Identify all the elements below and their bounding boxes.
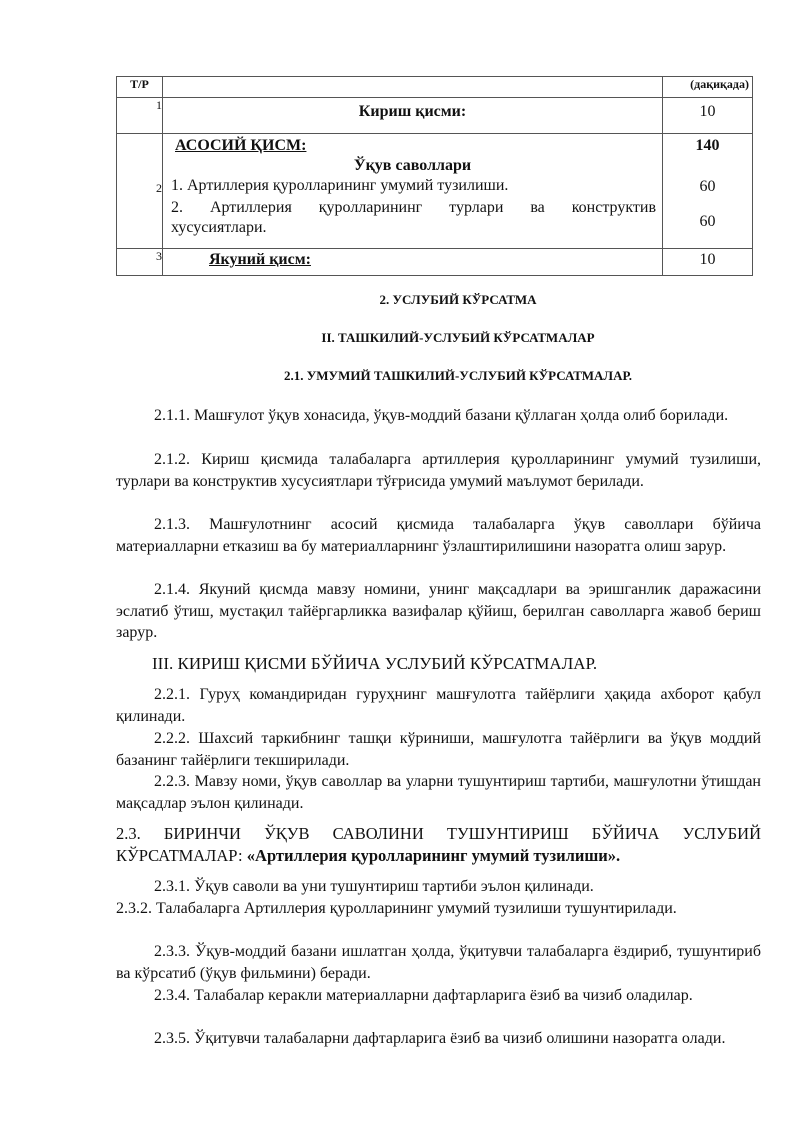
col-minutes-header: (дақиқада) xyxy=(663,77,753,98)
row-number: 1 xyxy=(117,98,163,134)
paragraph-2-2-1 xyxy=(116,684,761,727)
question-2-line-2: хусусиятлари. xyxy=(171,219,267,236)
paragraph-text: 2.1.2. Кириш қисмида талабаларга артиллерия қуролларининг умумий тузилиши, турлари ва конструктив хусусиятлари тўғрисида умумий маълумот берилади. xyxy=(116,451,761,490)
row-title: Кириш қисми: xyxy=(163,98,663,134)
questions-subtitle: Ўқув саволлари xyxy=(353,157,472,174)
paragraph-2-3-3 xyxy=(116,941,761,984)
main-part-title: АСОСИЙ ҚИСМ: xyxy=(175,137,307,154)
table-row xyxy=(117,98,753,134)
paragraph-text: 2.2.1. Гуруҳ командиридан гуруҳнинг машғулотга тайёрлиги ҳақида ахборот қабул қилинади. xyxy=(116,686,761,725)
row-number-text: 2 xyxy=(156,181,162,195)
lesson-plan-table xyxy=(116,76,753,276)
paragraph-2-3-1 xyxy=(116,876,761,898)
paragraph-text: 2.3.4. Талабалар керакли материалларни дафтарларига ёзиб ва чизиб оладилар. xyxy=(154,987,693,1004)
paragraph-2-1-1 xyxy=(116,405,761,427)
paragraph-2-2-3 xyxy=(116,771,761,814)
col-number-header: Т/Р xyxy=(117,77,163,98)
row-minutes-cell xyxy=(663,134,753,249)
paragraph-2-2-2 xyxy=(116,728,761,771)
question-1: 1. Артиллерия қуролларининг умумий тузилиши. xyxy=(171,177,509,194)
row-number xyxy=(117,134,163,249)
paragraph-text: 2.1.3. Машғулотнинг асосий қисмида талабаларга ўқув саволлари бўйича материалларни етказиш ва бу материалларнинг ўзлаштирилишини назоратга олиш зарур. xyxy=(116,516,761,555)
main-part-minutes: 140 xyxy=(695,137,720,154)
question-2-minutes: 60 xyxy=(699,213,716,230)
row-minutes: 10 xyxy=(663,98,753,134)
paragraph-text: 2.3.2. Талабаларга Артиллерия қуролларининг умумий тузилиши тушунтирилади. xyxy=(116,900,677,917)
paragraph-text: 2.1.4. Якуний қисмда мавзу номини, унинг мақсадлари ва эришганлик даражасини эслатиб ўтиш, мустақил тайёргарликка вазифалар қўйиш, берилган саволларга жавоб бериш зарур. xyxy=(116,581,761,641)
paragraph-2-3-5 xyxy=(116,1028,761,1050)
paragraph-text: 2.1.1. Машғулот ўқув хонасида, ўқув-моддий базани қўллаган ҳолда олиб борилади. xyxy=(154,407,729,424)
paragraph-text: 2.2.3. Мавзу номи, ўқув саволлар ва уларни тушунтириш тартиби, машғулотни ўтишдан мақсадлар эълон қилинади. xyxy=(116,773,761,812)
row-title: Якуний қисм: xyxy=(163,249,663,276)
section-heading-topic: «Артиллерия қуролларининг умумий тузилиши». xyxy=(246,845,621,865)
paragraph-2-1-2 xyxy=(116,449,761,492)
row-number: 3 xyxy=(117,249,163,276)
paragraph-2-3-2 xyxy=(116,898,761,920)
paragraph-text: 2.3.3. Ўқув-моддий базани ишлатган ҳолда, ўқитувчи талабаларга ёздириб, тушунтириб ва кўрсатиб (ўқув фильмини) беради. xyxy=(116,943,761,982)
section-heading-3: III. КИРИШ ҚИСМИ БЎЙИЧА УСЛУБИЙ КЎРСАТМАЛАР. xyxy=(152,654,598,673)
question-2-line-1: 2. Артиллерия қуролларининг турлари ва конструктив xyxy=(171,199,656,216)
section-heading-text: 2.3. БИРИНЧИ ЎҚУВ САВОЛИНИ ТУШУНТИРИШ БЎЙИЧА УСЛУБИЙ КЎРСАТМАЛАР: xyxy=(116,824,761,865)
row-main-cell xyxy=(163,134,663,249)
section-heading-2-3 xyxy=(116,823,761,866)
question-1-minutes: 60 xyxy=(699,178,716,195)
paragraph-2-1-4 xyxy=(116,579,761,644)
paragraph-text: 2.3.5. Ўқитувчи талабаларни дафтарларига ёзиб ва чизиб олишини назоратга олади. xyxy=(154,1030,726,1047)
table-header-row xyxy=(117,77,753,98)
col-title-header xyxy=(163,77,663,98)
paragraph-2-1-3 xyxy=(116,514,761,557)
paragraph-text: 2.2.2. Шахсий таркибнинг ташқи кўриниши, машғулотга тайёрлиги ва ўқув моддий базанинг тайёрлиги текширилади. xyxy=(116,730,761,769)
section-heading: II. ТАШКИЛИЙ-УСЛУБИЙ КЎРСАТМАЛАР xyxy=(321,330,595,345)
section-heading: 2. УСЛУБИЙ КЎРСАТМА xyxy=(379,292,537,307)
section-heading: 2.1. УМУМИЙ ТАШКИЛИЙ-УСЛУБИЙ КЎРСАТМАЛАР. xyxy=(283,368,633,383)
table-row xyxy=(117,249,753,276)
table-row xyxy=(117,134,753,249)
row-minutes: 10 xyxy=(663,249,753,276)
paragraph-2-3-4 xyxy=(116,985,761,1007)
paragraph-text: 2.3.1. Ўқув саволи ва уни тушунтириш тартиби эълон қилинади. xyxy=(154,878,594,895)
